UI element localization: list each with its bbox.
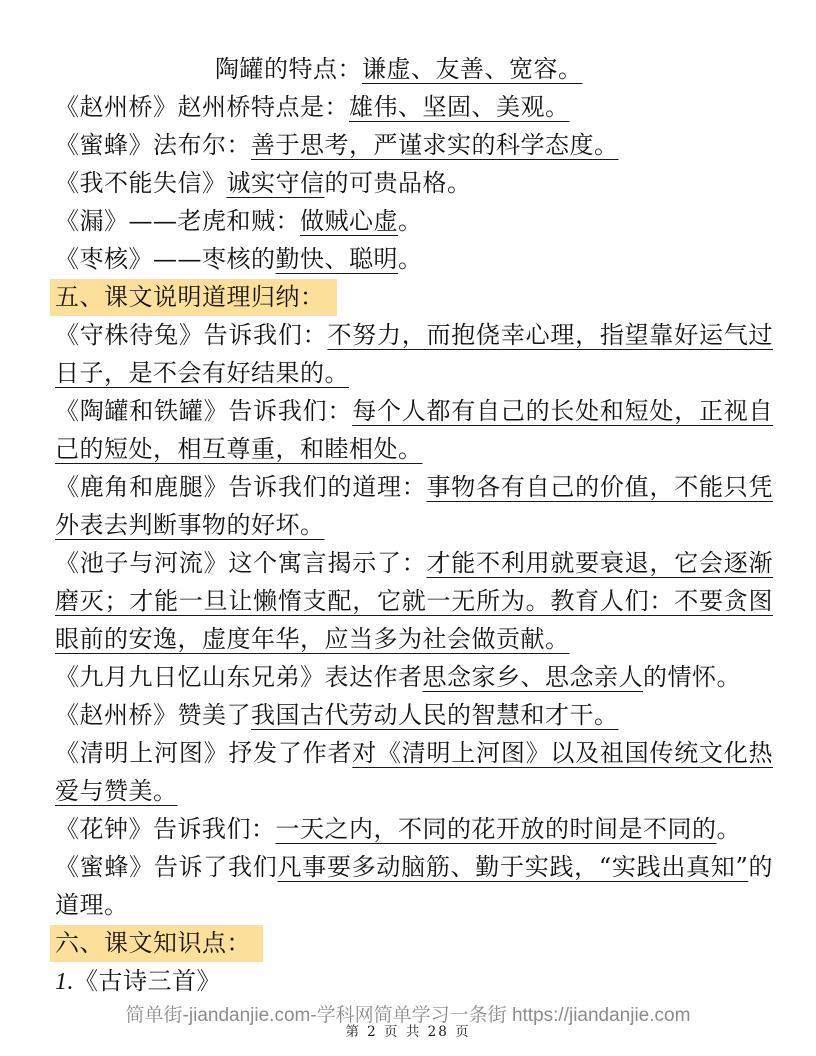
underlined-answer-text: 我国古代劳动人民的智慧和才干。 [251, 701, 619, 729]
text-run: 陶罐的特点： [215, 55, 362, 83]
underlined-answer-text: 不努力，而抱侥幸心理，指望靠好运气过日子，是不会有好结果的。 [55, 321, 774, 387]
page-number: 第 2 页 共 28 页 [345, 1024, 471, 1040]
section-6-header [55, 924, 773, 962]
text-run: 《鹿角和鹿腿》告诉我们的道理： [55, 473, 427, 501]
text-run: 《陶罐和铁罐》告诉我们： [55, 397, 353, 425]
para-qingmingshanghetu [55, 734, 773, 810]
text-run: 《蜜蜂》法布尔： [55, 131, 251, 159]
text-run: 1. [55, 969, 74, 995]
document-body [55, 50, 773, 1001]
text-run: 《古诗三首》 [74, 967, 221, 995]
para-taoguan-traits [55, 50, 773, 88]
page-footer [0, 1004, 816, 1056]
text-run: 。 [398, 245, 423, 273]
text-run: 《枣核》——枣核的 [55, 245, 276, 273]
para-shouzhudaitu [55, 316, 773, 392]
underlined-answer-text: 凡事要多动脑筋、勤于实践，“实践出真知” [277, 853, 749, 881]
para-mifeng-daoli [55, 848, 773, 924]
para-lujiaohelutui [55, 468, 773, 544]
underlined-answer-text: 思念家乡、思念亲人 [422, 663, 643, 691]
para-zhaozhouqiao-praise [55, 696, 773, 734]
text-run: 的情怀。 [643, 663, 741, 691]
para-huazhong [55, 810, 773, 848]
watermark-text: 简单街-jiandanjie.com-学科网简单学习一条街 https://jiandanjie.com [125, 1005, 691, 1026]
text-run: 《池子与河流》这个寓言揭示了： [55, 549, 427, 577]
text-run: 《九月九日忆山东兄弟》表达作者 [55, 663, 423, 691]
para-jiuyuejiuri [55, 658, 773, 696]
underlined-answer-text: 事物各有自己的价值，不能只凭外表去判断事物的好坏。 [55, 473, 774, 539]
para-wobunengshixin [55, 164, 773, 202]
text-run: 。 [398, 207, 423, 235]
underlined-answer-text: 对《清明上河图》以及祖国传统文化热爱与赞美。 [55, 739, 774, 805]
para-zhaozhouqiao-traits [55, 88, 773, 126]
text-run: 《我不能失信》 [55, 169, 227, 197]
text-run: 《赵州桥》赞美了 [55, 701, 251, 729]
underlined-answer-text: 善于思考，严谨求实的科学态度。 [251, 131, 619, 159]
underlined-answer-text: 勤快、聪明 [275, 245, 398, 273]
para-taoguanhetieguan [55, 392, 773, 468]
text-run: 《清明上河图》抒发了作者 [55, 739, 353, 767]
text-run: 《赵州桥》赵州桥特点是： [55, 93, 349, 121]
underlined-answer-text: 一天之内，不同的花开放的时间是不同的 [275, 815, 717, 843]
underlined-answer-text: 谦虚、友善、宽容。 [362, 55, 583, 83]
para-zaohe [55, 240, 773, 278]
underlined-answer-text: 雄伟、坚固、美观。 [349, 93, 570, 121]
section-header-highlight: 六、课文知识点： [50, 925, 263, 962]
underlined-answer-text: 诚实守信 [226, 169, 325, 197]
section-header-highlight: 五、课文说明道理归纳： [50, 279, 337, 316]
para-lou [55, 202, 773, 240]
underlined-answer-text: 才能不利用就要衰退，它会逐渐磨灭；才能一旦让懒惰支配，它就一无所为。教育人们：不要贪图眼前的安逸，虚度年华，应当多为社会做贡献。 [55, 549, 774, 653]
text-run: 的可贵品格。 [324, 169, 472, 197]
para-gushisanshou [55, 962, 773, 1001]
text-run: 《花钟》告诉我们： [55, 815, 276, 843]
text-run: 《守株待兔》告诉我们： [55, 321, 328, 349]
text-run: 。 [716, 815, 741, 843]
section-5-header [55, 278, 773, 316]
para-mifeng-fabuer [55, 126, 773, 164]
text-run: 的道理。 [55, 853, 774, 919]
text-run: 《蜜蜂》告诉了我们 [55, 853, 278, 881]
underlined-answer-text: 做贼心虚 [300, 207, 398, 235]
underlined-answer-text: 每个人都有自己的长处和短处，正视自己的短处，相互尊重，和睦相处。 [55, 397, 774, 463]
text-run: 《漏》——老虎和贼： [55, 207, 300, 235]
para-chiziyuheliu [55, 544, 773, 658]
